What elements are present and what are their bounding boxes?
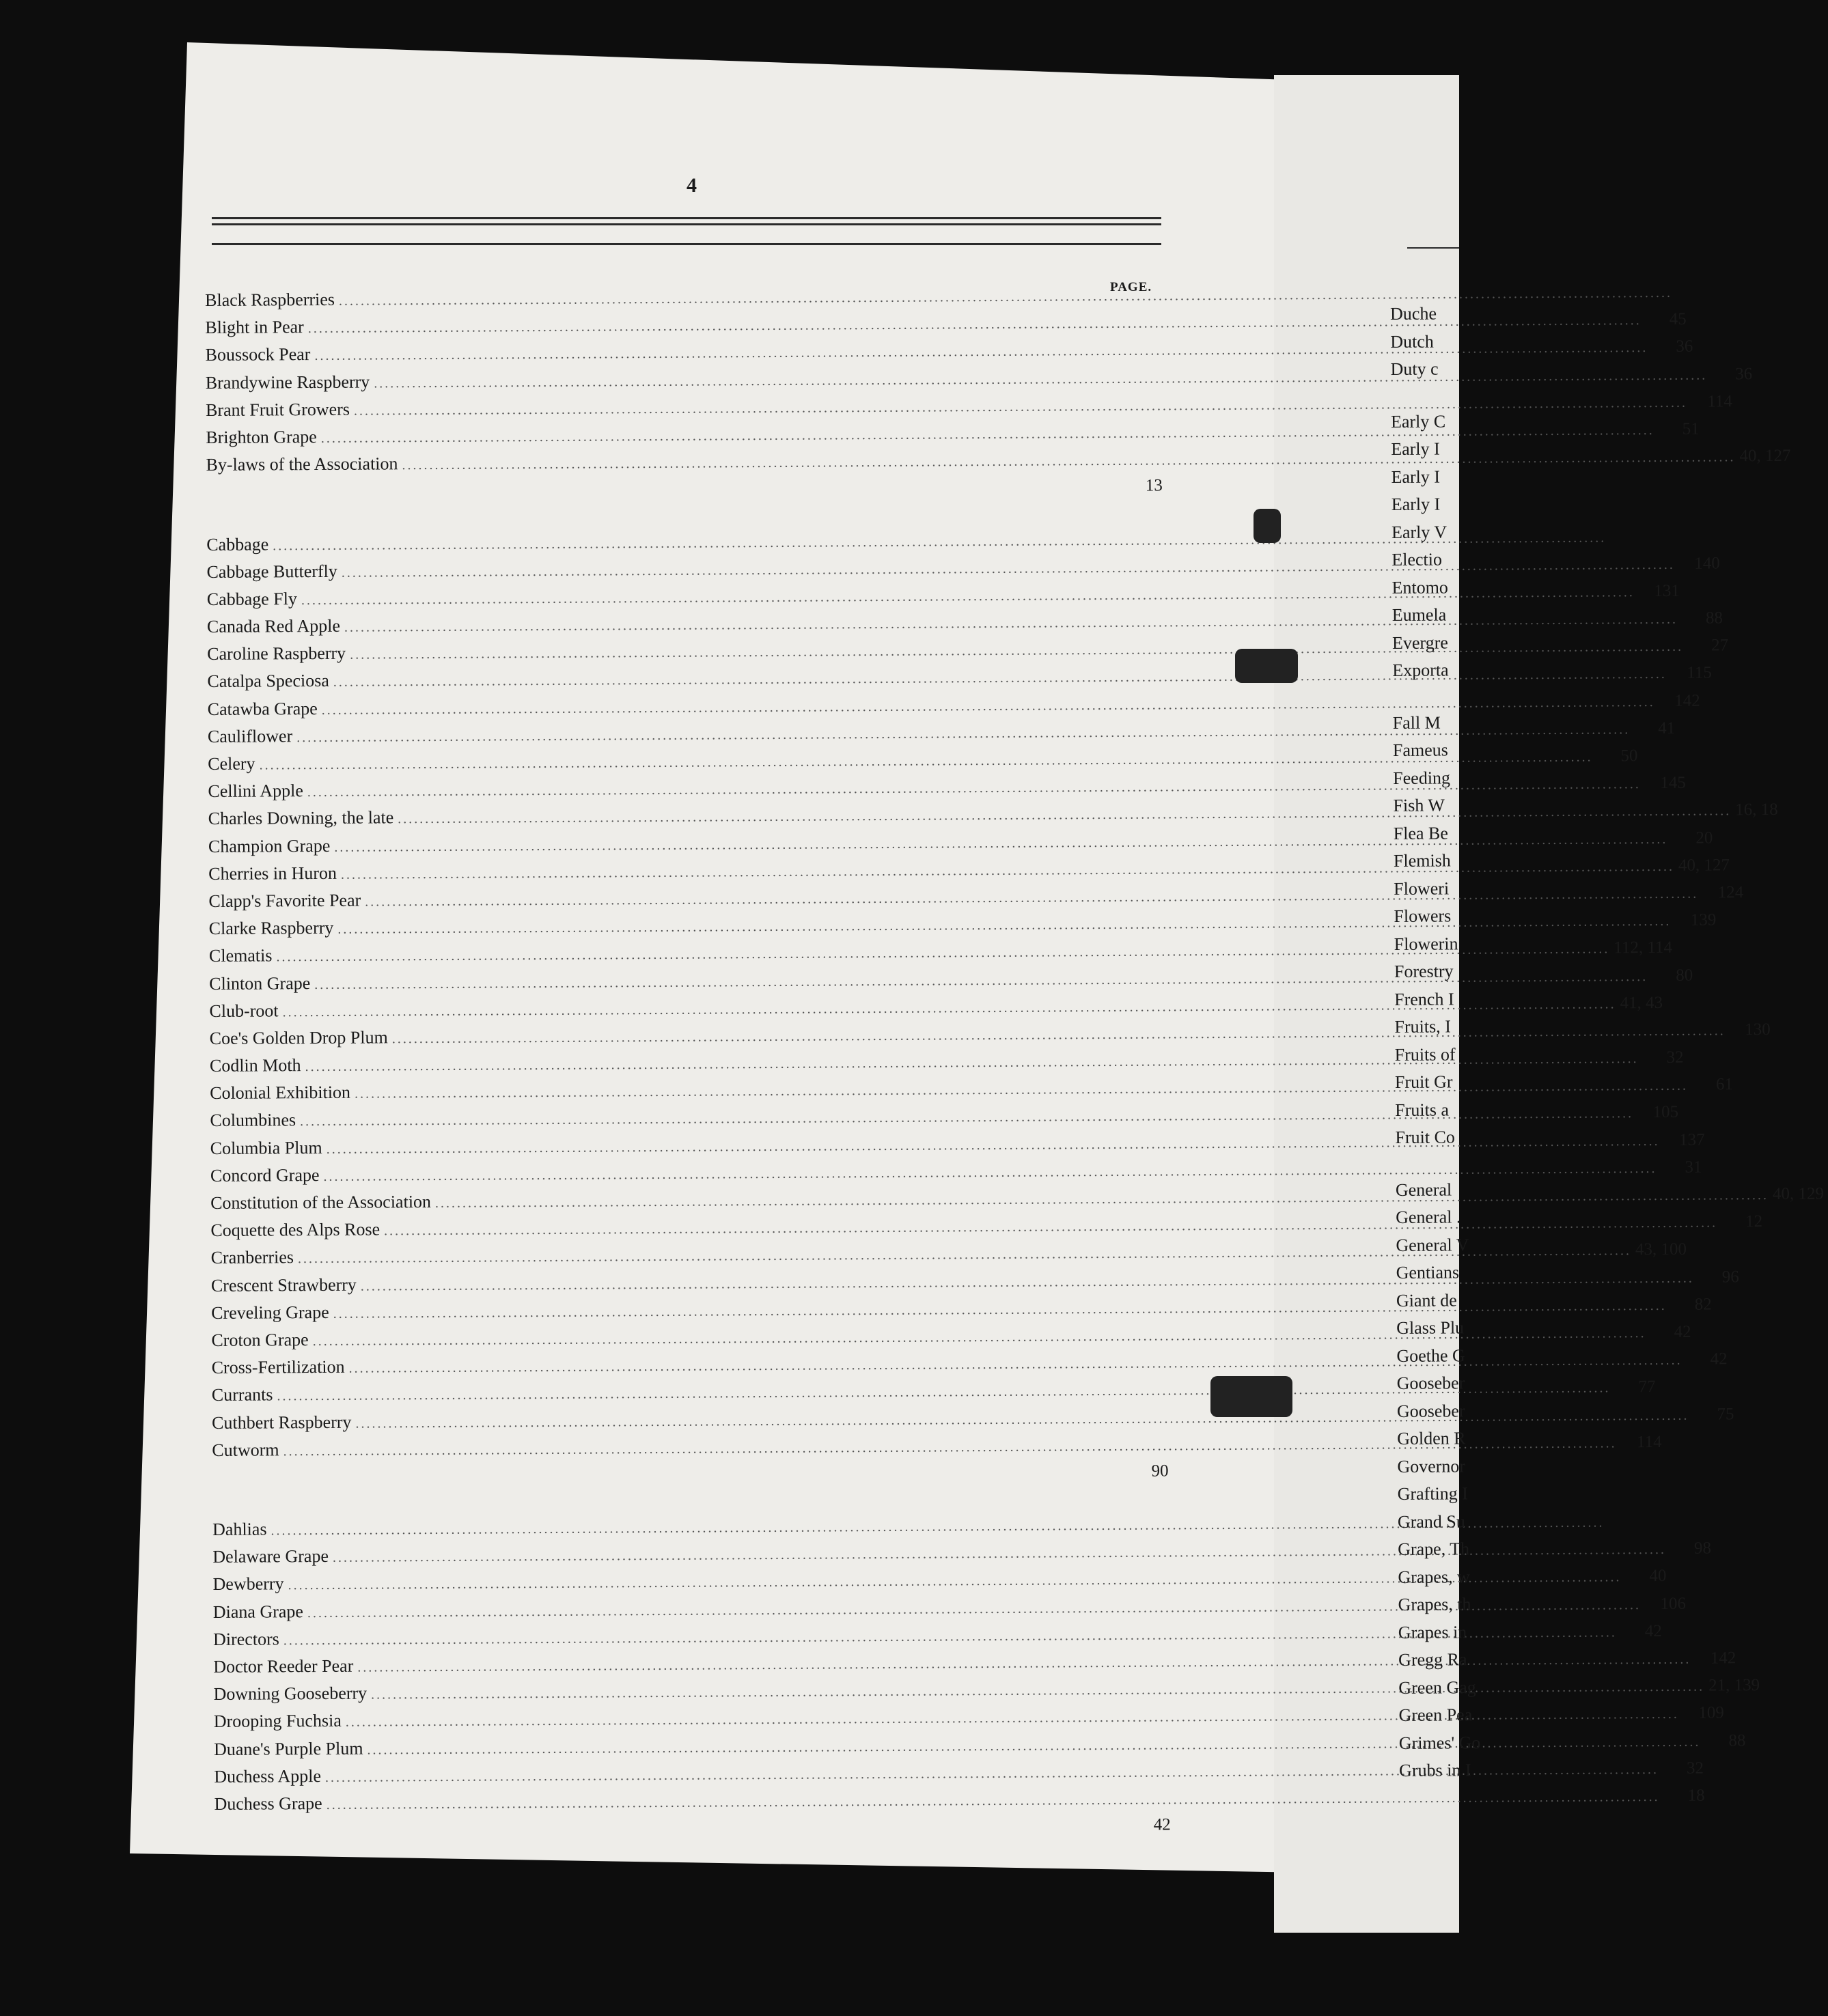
right-page-entry: Early I [1391,466,1441,487]
entry-label: Clarke Raspberry [208,917,334,939]
entry-page: 88 [1705,608,1723,628]
entry-label: Canada Red Apple [206,615,341,637]
group-gap [1392,688,1461,713]
dot-leader [367,1734,1700,1758]
header-rule [212,243,1161,245]
entry-label: Diana Grape [212,1601,304,1622]
entry-label: Cherries in Huron [208,863,337,884]
right-page-entry: Duty c [1390,359,1439,379]
entry-label: By-laws of the Association [206,453,398,475]
right-page-entry: Gooseber [1396,1373,1465,1393]
entry-label: Clematis [208,945,273,966]
entry-label: Currants [211,1384,273,1405]
entry-page: 51 [1682,419,1700,438]
group-gap [1391,387,1460,412]
entry-label: Colonial Exhibition [210,1082,351,1104]
right-page-entry: Grapes, w [1398,1566,1470,1587]
dot-leader [344,612,1678,636]
entry-page: 80 [1676,966,1693,985]
right-page-entry: Governor [1397,1455,1466,1476]
entry-page: 42 [1153,1815,1171,1834]
right-page-entry: Flowerin [1394,933,1458,954]
right-page-entry: Electio [1391,549,1443,570]
right-page-entry: Flemish [1393,850,1451,871]
entry-page: 98 [1693,1539,1711,1558]
dot-leader [342,557,1675,581]
right-page-entry: Flowers [1394,906,1452,926]
right-page-entry: Exporta [1392,660,1449,680]
right-page-entry: Fruit Co [1395,1127,1455,1147]
entry-label: Creveling Grape [211,1302,329,1323]
right-page-entry: Feeding [1393,767,1451,788]
dot-leader [361,1270,1694,1294]
entry-page: 27 [1711,636,1729,655]
entry-page: 114 [1707,392,1732,411]
entry-page: 32 [1666,1048,1684,1067]
entry-page: 142 [1710,1649,1736,1668]
entry-page: 137 [1679,1130,1705,1149]
right-page-entry: General [1395,1179,1452,1200]
entry-page: 124 [1717,883,1744,902]
entry-label: Cellini Apple [208,781,303,802]
right-page-entry: Fish W [1393,795,1445,815]
entry-label: Dewberry [212,1573,284,1595]
entry-page: 145 [1660,773,1686,793]
entry-label: Cuthbert Raspberry [212,1412,352,1433]
right-page-entry: Gregg Ra [1398,1649,1467,1670]
entry-page: 40, 127 [1678,856,1730,875]
entry-label: Clapp's Favorite Pear [208,890,361,911]
entry-label: Brighton Grape [206,426,317,447]
entry-page: 12 [1745,1212,1763,1231]
entry-page: 109 [1698,1703,1724,1723]
entry-page: 88 [1728,1731,1746,1750]
dot-leader [350,639,1683,663]
entry-label: Croton Grape [211,1330,309,1350]
entry-label: Duane's Purple Plum [213,1738,363,1759]
header-rule-right [1407,247,1459,249]
entry-page: 45 [1669,309,1687,329]
dot-leader [355,1408,1689,1431]
entry-page: 40, 129 [1772,1184,1825,1204]
entry-label: Doctor Reeder Pear [213,1655,354,1677]
right-page-entry: Early I [1391,494,1441,514]
entry-page: 43, 100 [1635,1240,1687,1259]
right-page-entry: Early V [1391,521,1448,542]
right-page-entry: General . [1396,1207,1461,1227]
dot-leader [341,859,1674,883]
entry-label: Clinton Grape [209,972,311,994]
entry-label: Coquette des Alps Rose [210,1219,380,1241]
entry-label: Duchess Apple [214,1765,322,1787]
entry-page: 130 [1745,1020,1771,1039]
entry-page: 40, 127 [1739,446,1791,466]
entry-page: 32 [1686,1759,1704,1778]
entry-label: Downing Gooseberry [213,1683,368,1705]
entry-label: Dahlias [212,1519,267,1540]
right-page-entry: Golden R [1397,1428,1466,1448]
entry-page: 42 [1674,1322,1691,1341]
entry-label: Champion Grape [208,835,331,856]
entry-label: Caroline Raspberry [207,643,346,664]
dot-leader [339,285,1672,309]
entry-page: 105 [1652,1103,1679,1122]
page-number: 4 [687,174,697,197]
dot-leader [327,1789,1660,1813]
right-page-entry: Early C [1390,411,1446,432]
entry-label: Duchess Grape [214,1793,322,1814]
entry-label: Brandywine Raspberry [205,372,370,393]
entry-label: Charles Downing, the late [208,807,394,829]
dot-leader [357,1652,1691,1676]
dot-leader [374,367,1707,391]
right-page-entry: Grubs in I [1399,1760,1471,1780]
entry-page: 41, 43 [1620,993,1663,1013]
dot-leader [346,1707,1679,1731]
header-rule [212,217,1161,219]
entry-page: 42 [1710,1349,1728,1369]
entry-page: 96 [1721,1267,1739,1287]
right-page-entry: Fall M [1392,712,1441,733]
entry-label: Cabbage [206,533,269,555]
right-page-entry: Entomo [1391,576,1448,598]
entry-page: 75 [1717,1404,1734,1424]
entry-page: 131 [1654,581,1680,600]
entry-label: Club-root [209,1000,279,1021]
right-page-entry: Eumela [1391,604,1447,625]
entry-label: Black Raspberries [205,289,335,310]
dot-leader [334,831,1667,855]
dot-leader [354,395,1687,419]
right-page-entry: Forestry [1394,961,1454,981]
right-page-entry: Flea Be [1393,822,1448,843]
right-page-entry: Floweri [1394,878,1450,899]
right-page-entry: Duche [1390,303,1437,324]
right-page-entry: Grapes, th [1398,1594,1471,1614]
index-entry [214,1816,1171,1849]
right-page-entry: Evergre [1391,632,1448,653]
entry-page: 82 [1694,1295,1712,1314]
entry-page: 16, 18 [1735,800,1778,820]
dot-leader [402,449,1735,473]
entry-page: 77 [1638,1377,1656,1397]
entry-page: 42 [1644,1621,1662,1640]
binding-thread [1235,649,1298,683]
dot-leader [435,1188,1769,1212]
entry-page: 21, 139 [1708,1676,1760,1695]
right-page-entry: Grafting I [1397,1483,1468,1504]
right-page-entry: Fruits of [1394,1044,1456,1065]
entry-label: Boussock Pear [205,344,311,365]
entry-page: 50 [1620,746,1638,766]
right-page-entry: Fruits, I [1394,1016,1451,1037]
right-page-entries [1390,303,1481,1788]
entry-page: 36 [1735,364,1753,383]
entry-label: Catawba Grape [207,698,318,719]
right-page-entry: Grimes' Go [1398,1732,1481,1753]
right-page-entry: Gooseber [1396,1400,1465,1421]
entry-page: 31 [1685,1158,1702,1177]
entry-label: Columbia Plum [210,1137,322,1158]
header-rule [212,223,1161,225]
entry-page: 106 [1660,1594,1686,1613]
entry-page: 114 [1636,1432,1662,1451]
right-page-entry: Dutch [1390,331,1434,352]
dot-leader [392,1023,1726,1047]
right-page-entry: Grape, Th [1398,1539,1470,1559]
right-page-entry: General V [1396,1234,1469,1255]
dot-leader [371,1679,1704,1703]
entry-label: Columbines [210,1110,296,1131]
dot-leader [365,886,1698,910]
entry-label: Brant Fruit Growers [205,399,350,420]
right-page-entry: Green Gag [1398,1677,1476,1698]
right-page-entry: Fameus [1392,740,1448,760]
dot-leader [333,667,1667,690]
entry-page: 90 [1151,1461,1169,1481]
dot-leader [384,1216,1717,1240]
entry-label: Cauliflower [207,726,293,746]
binding-thread [1254,509,1281,543]
entry-label: Drooping Fuchsia [213,1711,342,1732]
right-page-entry: Goethe G [1396,1345,1465,1366]
right-page-entry: Grapes in [1398,1621,1467,1642]
entry-label: Concord Grape [210,1164,320,1186]
entry-label: Catalpa Speciosa [207,671,329,692]
dot-leader [349,1353,1682,1377]
entry-label: Cabbage Butterfly [206,561,337,582]
entry-page: 140 [1694,554,1720,573]
right-page-entry: Grand Su [1397,1511,1465,1532]
entry-label: Coe's Golden Drop Plum [209,1027,388,1048]
entry-page: 40 [1649,1567,1667,1586]
entry-page: 139 [1690,910,1717,929]
right-page-entry: French I [1394,988,1454,1009]
dot-leader [333,1298,1667,1322]
entry-label: Cross-Fertilization [211,1356,345,1378]
entry-page: 36 [1676,337,1693,356]
right-page-entry: Early I [1391,438,1440,459]
entry-page: 61 [1715,1075,1734,1094]
right-page-entry: Glass Plu [1396,1317,1465,1338]
entry-page: 112, 114 [1614,938,1673,957]
right-page-entry: Fruit Gr [1394,1072,1453,1092]
page-column-header: PAGE. [1110,280,1152,294]
entry-page: 13 [1145,476,1163,495]
right-page-entry: Green Pea [1398,1705,1473,1725]
entry-label: Blight in Pear [205,317,304,338]
entry-label: Codlin Moth [209,1055,301,1076]
entry-page: 142 [1674,691,1700,710]
entry-label: Cabbage Fly [206,589,298,609]
binding-thread [1210,1376,1292,1417]
entry-label: Crescent Strawberry [210,1274,357,1296]
entry-label: Cutworm [212,1440,279,1460]
dot-leader [337,914,1671,938]
right-page-entry: Giant de [1396,1289,1457,1311]
entry-page: 41 [1658,718,1676,738]
entry-page: 20 [1695,828,1713,848]
entry-page: 18 [1687,1786,1705,1805]
group-gap [1396,1155,1465,1180]
entry-label: Cranberries [210,1247,294,1268]
right-page-entry: Gentians [1396,1262,1460,1283]
dot-leader [355,1078,1688,1102]
entry-page: 115 [1687,663,1712,683]
entry-label: Constitution of the Association [210,1192,432,1213]
entry-label: Celery [208,753,255,774]
entry-label: Directors [212,1629,279,1649]
dot-leader [398,804,1731,828]
entry-label: Delaware Grape [212,1546,329,1567]
right-page-entry: Fruits a [1395,1099,1450,1120]
